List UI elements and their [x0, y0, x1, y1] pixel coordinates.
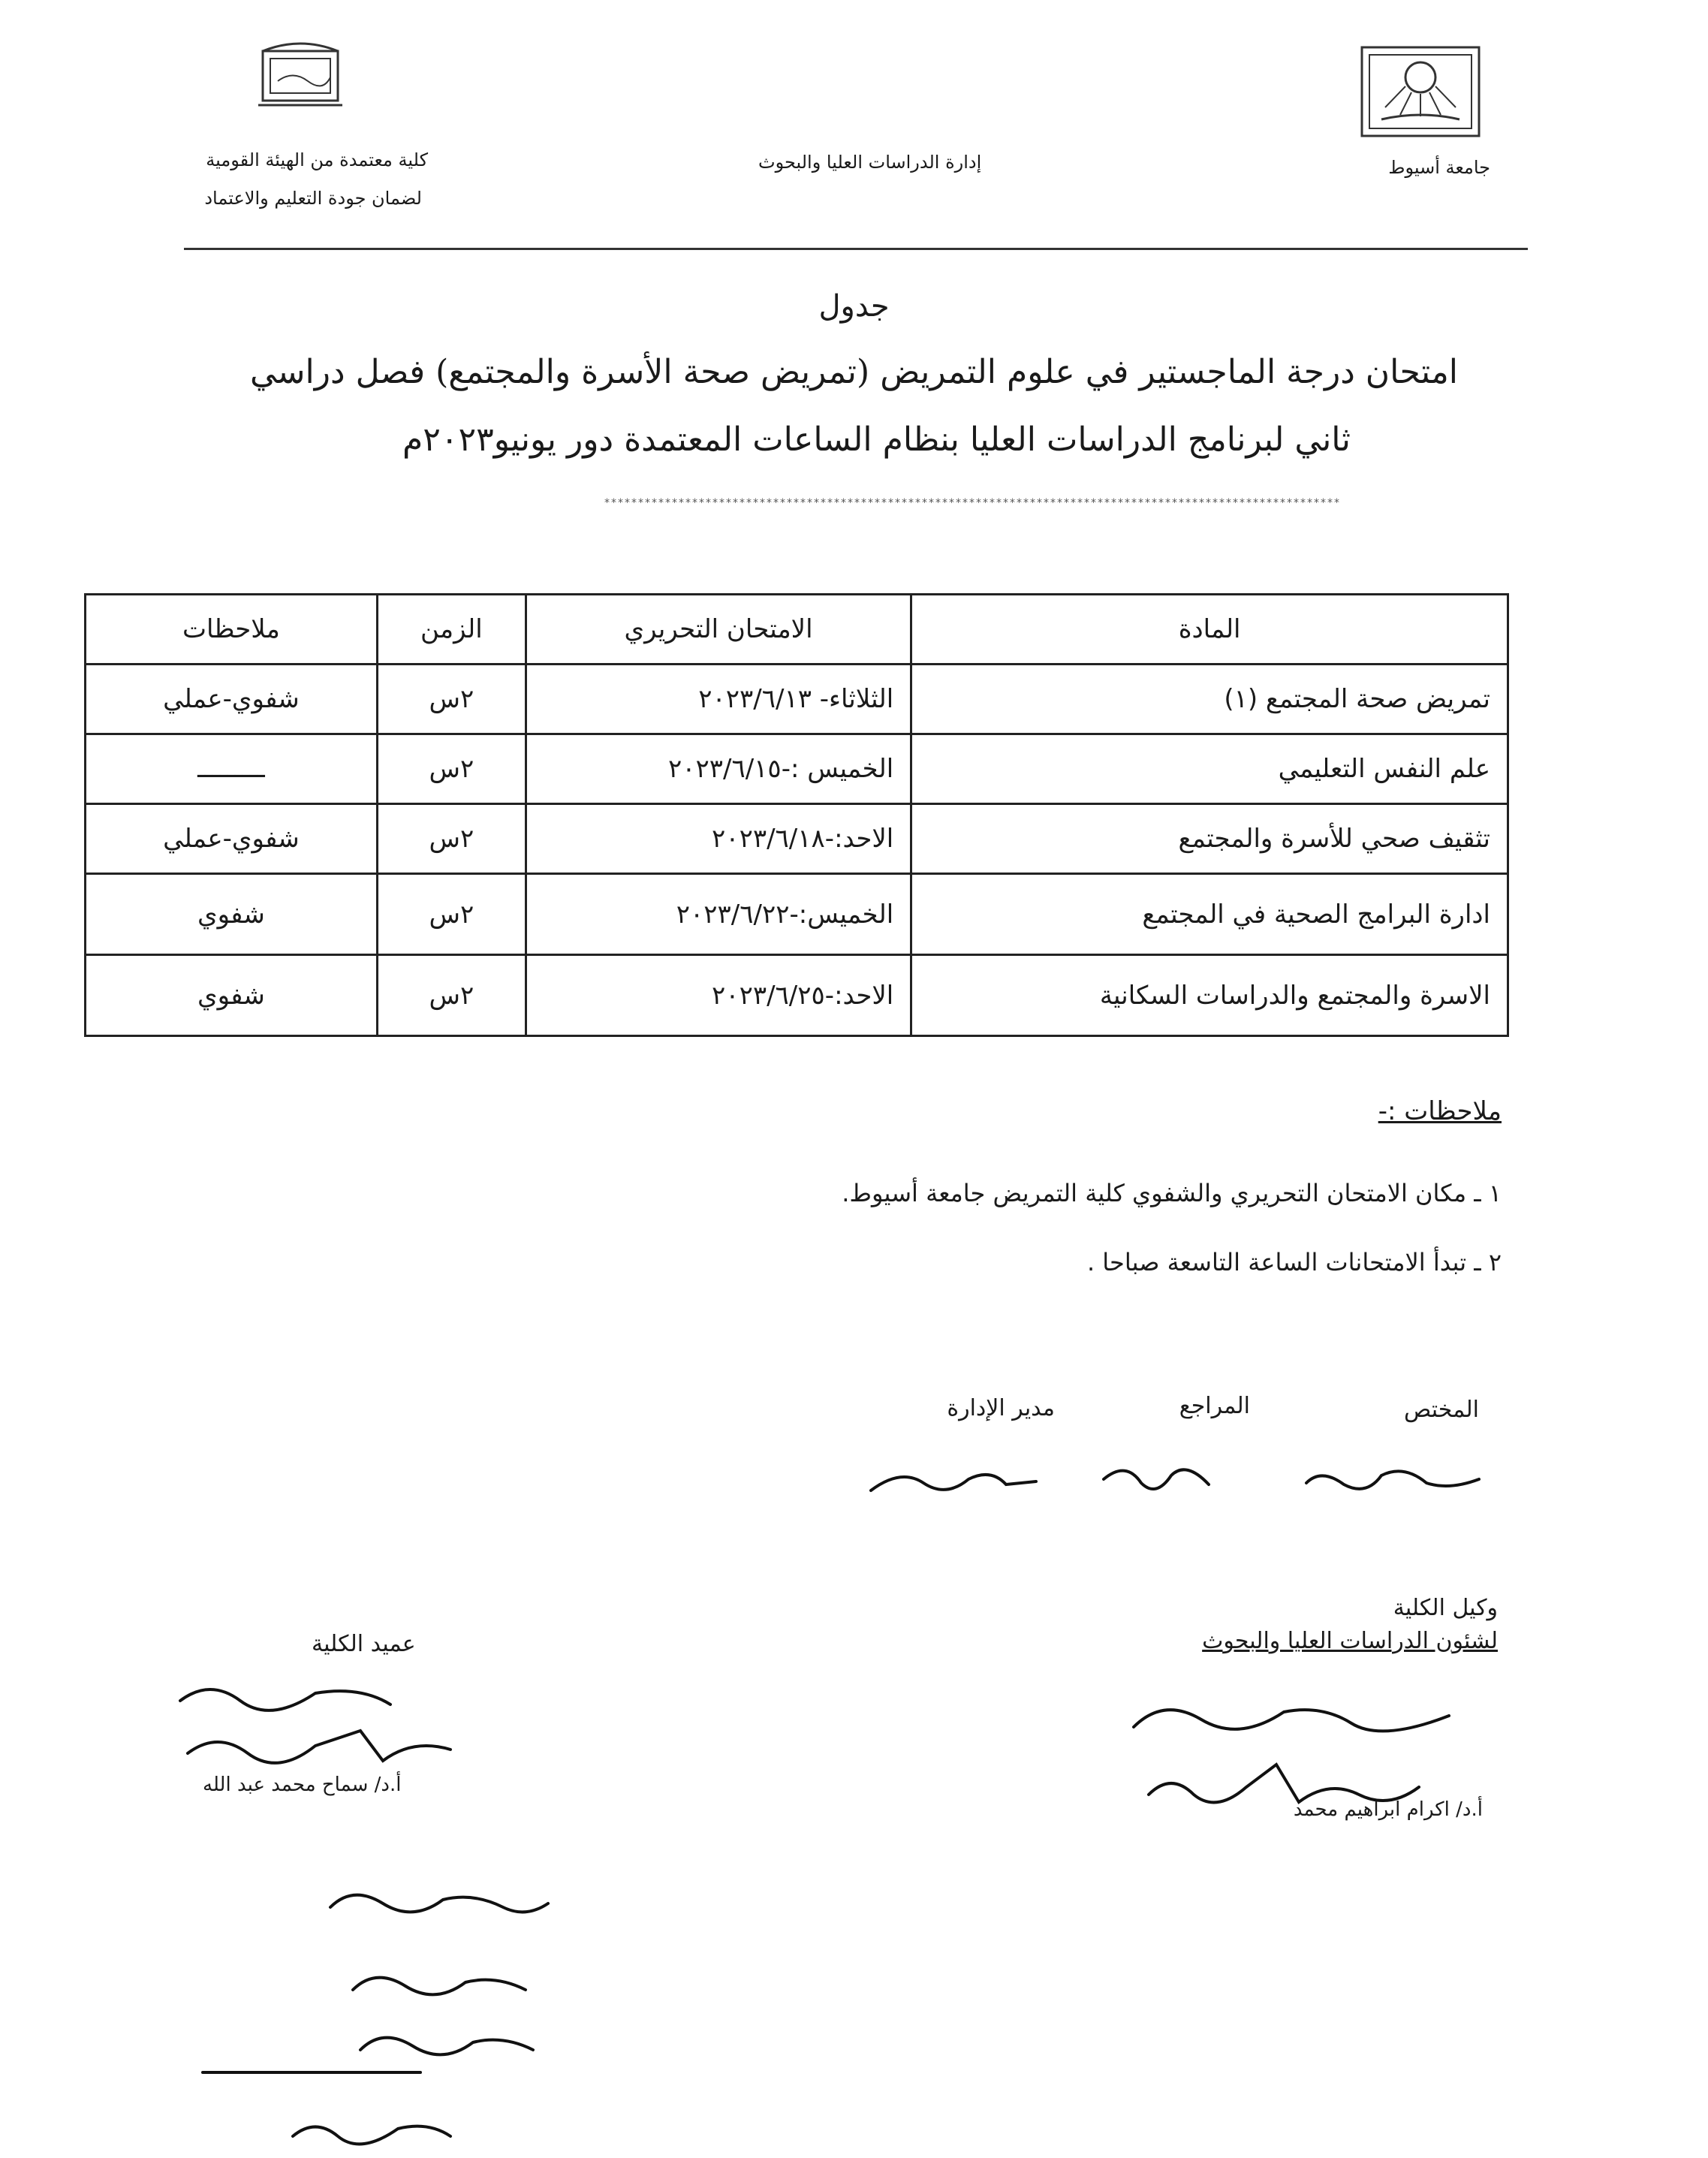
vice-dean-title-line-1: وكيل الكلية [1393, 1595, 1498, 1621]
dean-handwritten-signature [165, 1671, 488, 1783]
cell-subject: علم النفس التعليمي [911, 734, 1508, 804]
vice-dean-name: أ.د/ اكرام ابراهيم محمد [1293, 1798, 1483, 1821]
cell-notes: شفوي [86, 955, 378, 1036]
cell-duration: ٢س [377, 734, 526, 804]
page-title: جدول [818, 289, 890, 324]
university-name: جامعة أسيوط [1388, 157, 1490, 178]
table-row [86, 665, 1508, 734]
table-row [86, 955, 1508, 1036]
dean-name: أ.د/ سماح محمد عبد الله [203, 1774, 402, 1796]
notes-heading: ملاحظات :- [1378, 1096, 1502, 1126]
table-row [86, 804, 1508, 874]
accreditation-line-1: كلية معتمدة من الهيئة القومية [206, 149, 428, 170]
column-header-notes: ملاحظات [86, 595, 378, 665]
vice-dean-title-line-2: لشئون الدراسات العليا والبحوث [1202, 1628, 1498, 1654]
faculty-logo [248, 36, 353, 111]
column-header-written-exam: الامتحان التحريري [526, 595, 911, 665]
cell-exam-date: الخميس :-٢٠٢٣/٦/١٥ [526, 734, 911, 804]
accreditation-line-2: لضمان جودة التعليم والاعتماد [204, 188, 422, 209]
column-header-subject: المادة [911, 595, 1508, 665]
cell-subject: الاسرة والمجتمع والدراسات السكانية [911, 955, 1508, 1036]
cell-notes: شفوي [86, 874, 378, 955]
assiut-university-logo [1359, 41, 1483, 139]
cell-duration: ٢س [377, 804, 526, 874]
header-divider [184, 248, 1528, 250]
cell-exam-date: الاحد:-٢٠٢٣/٦/٢٥ [526, 955, 911, 1036]
cell-subject: ادارة البرامج الصحية في المجتمع [911, 874, 1508, 955]
cell-notes: شفوي-عملي [86, 665, 378, 734]
cell-duration: ٢س [377, 665, 526, 734]
table-row [86, 874, 1508, 955]
cell-exam-date: الثلاثاء- ٢٠٢٣/٦/١٣ [526, 665, 911, 734]
cell-notes: ـــــــــ [86, 734, 378, 804]
note-item-2: ٢ ـ تبدأ الامتحانات الساعة التاسعة صباحا . [1086, 1248, 1502, 1276]
handwritten-approval-annotation [203, 1862, 668, 2155]
cell-duration: ٢س [377, 955, 526, 1036]
cell-duration: ٢س [377, 874, 526, 955]
signature-label-reviewer: المراجع [1179, 1393, 1250, 1419]
cell-subject: تثقيف صحي للأسرة والمجتمع [911, 804, 1508, 874]
vice-dean-title [1202, 1592, 1498, 1658]
column-header-duration: الزمن [377, 595, 526, 665]
cell-subject: تمريض صحة المجتمع (١) [911, 665, 1508, 734]
signature-label-specialist: المختص [1404, 1397, 1479, 1423]
table-header-row [86, 595, 1508, 665]
exam-schedule-table [84, 593, 1509, 1037]
title-line-2: امتحان درجة الماجستير في علوم التمريض (تمريض صحة الأسرة والمجتمع) فصل دراسي [250, 353, 1458, 391]
note-item-1: ١ ـ مكان الامتحان التحريري والشفوي كلية التمريض جامعة أسيوط. [842, 1179, 1502, 1207]
signature-label-admin-manager: مدير الإدارة [947, 1395, 1055, 1421]
table-row [86, 734, 1508, 804]
cell-notes: شفوي-عملي [86, 804, 378, 874]
title-line-3: ثاني لبرنامج الدراسات العليا بنظام الساعات المعتمدة دور يونيو٢٠٢٣م [402, 420, 1351, 459]
cell-exam-date: الخميس:-٢٠٢٣/٦/٢٢ [526, 874, 911, 955]
decorative-divider: ************************************************************************************************************* [604, 497, 1341, 509]
department-name: إدارة الدراسات العليا والبحوث [758, 152, 982, 173]
handwritten-signatures-row [856, 1438, 1532, 1513]
dean-title: عميد الكلية [312, 1631, 416, 1657]
cell-exam-date: الاحد:-٢٠٢٣/٦/١٨ [526, 804, 911, 874]
